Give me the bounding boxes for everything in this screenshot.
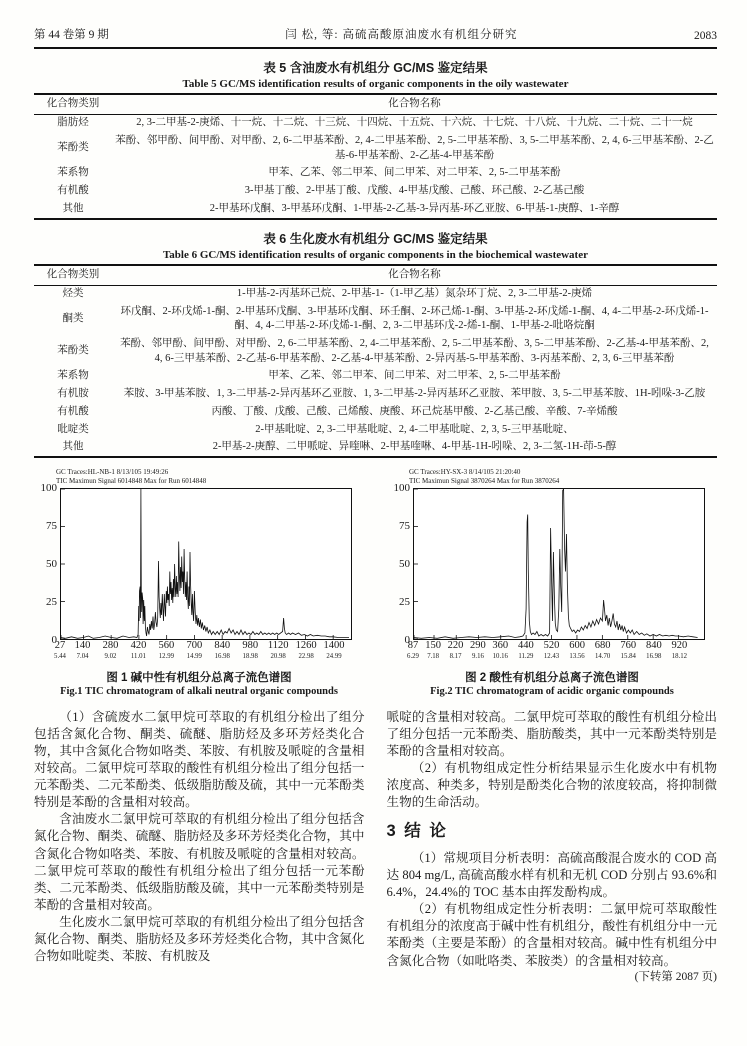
row-category: 烃类 [62, 288, 84, 299]
row-compounds: 2, 3-二甲基-2-庚烯、十一烷、十二烷、十三烷、十四烷、十五烷、十六烷、十七烷、十八烷、十九烷、二十烷、二十一烷 [136, 117, 693, 129]
paragraph: （1）常规项目分析表明：高硫高酸混合废水的 COD 高达 804 mg/L, 高硫高酸水样有机和无机 COD 分别占 93.6%和 6.4%，24.4%的 TOC 基本由挥发酚构成。 [386, 850, 717, 899]
table6-col-compounds: 化合物名称 [112, 265, 717, 285]
row-compounds: 2-甲基环戊酮、3-甲基环戊酮、1-甲基-2-乙基-3-异丙基-环乙亚胺、6-甲基-1-庚醇、1-辛醇 [209, 202, 620, 214]
row-category: 脂肪烃 [57, 117, 89, 129]
table6-title-en: Table 6 GC/MS identification results of organic components in the biochemical wastewater [162, 248, 588, 261]
row-category: 其他 [62, 441, 84, 453]
table6-header-row [34, 265, 717, 285]
row-compounds: 环戊酮、2-环戊烯-1-酮、2-甲基环戊酮、3-甲基环戊酮、环壬酮、2-环己烯-1-酮、3-甲基-2-环戊烯-1-酮、4, 4-二甲基-2-环戊烯-1-酮、4, 4-二甲基-2-环戊烯-1-酮、2, 3-二甲基环戊-2-烯-1-酮、1-甲基-2-吡咯烷酮 [120, 305, 709, 332]
row-compounds: 苯酚、邻甲酚、间甲酚、对甲酚、2, 6-二甲基苯酚、2, 4-二甲基苯酚、2, 5-二甲基苯酚、3, 5-二甲基苯酚、2-乙基-4-甲基苯酚、2, 4, 6-三甲基苯酚、2-乙基-6-甲基苯酚、2-乙基-4-甲基苯酚、2-异丙基-5-甲基苯酚、3-丙基苯酚、2, 3, 6-三甲基苯酚 [120, 338, 709, 364]
gc-trace-line1: GC Traces:HL-NB-1 8/13/105 19:49:26 [56, 468, 169, 477]
table6-title-cn: 表 6 生化废水有机组分 GC/MS 鉴定结果 [263, 231, 488, 246]
table-row [34, 182, 717, 200]
table-row [34, 114, 717, 132]
row-category: 苯系物 [57, 370, 89, 382]
row-compounds: 甲苯、乙苯、邻二甲苯、间二甲苯、对二甲苯、2, 5-二甲基苯酚 [268, 167, 561, 179]
figure1-chart [34, 468, 364, 696]
gc-trace-line2: TIC Maximun Signal 6014848 Max for Run 6014848 [56, 477, 207, 486]
table5-title-en: Table 5 GC/MS identification results of organic components in the oily wastewater [182, 78, 569, 90]
gc-trace-line2: TIC Maximun Signal 3870264 Max for Run 3870264 [409, 477, 560, 486]
row-category: 有机胺 [57, 388, 89, 400]
figure1-caption-en: Fig.1 TIC chromatogram of alkali neutral organic compounds [60, 685, 338, 697]
figure2-trace-header [409, 468, 717, 486]
paragraph [386, 901, 718, 983]
page-number: 2083 [693, 30, 717, 42]
chromatogram-plot [60, 488, 352, 640]
page-header [34, 26, 717, 49]
paragraph-text: （2）有机物组成定性分析表明：二氯甲烷可萃取酸性有机组分的浓度高于碱中性有机组分，酸性有机组分中一元苯酚类（主要是苯酚）的含量相对较高。碱中性有机组分中含氮化合物（如吡咯类、苯胺类）的含量相对较高。 [386, 902, 717, 968]
section-heading-conclusion: 3 结 论 [386, 822, 448, 841]
table6-col-category: 化合物类别 [34, 265, 112, 285]
table-row [34, 368, 717, 386]
x-axis-scan-labels: 27 140 280 420 560 700 840 980 1120 1260 1400 [54, 639, 345, 651]
paragraph: （1）含硫废水二氯甲烷可萃取的有机组分检出了组分包括含氮化合物、酮类、硫醚、脂肪烃及多环芳烃类化合物，其中含氮化合物如咯类、苯胺、有机胺及哌啶的含量相对较高。二氯甲烷可萃取的酸性有机组分检出了组分包括一元苯酚类、二元苯酚类、低级脂肪酸及硫，其中一元苯酚类特别是苯酚的含量相对较高。 [34, 709, 365, 810]
table5-header-row [34, 94, 717, 114]
table-row [34, 403, 717, 421]
table-row [34, 421, 717, 439]
table-row [34, 132, 717, 164]
table-row [34, 439, 717, 458]
paragraph: （2）有机物组成定性分析结果显示生化废水中有机物浓度高、种类多，特别是酚类化合物的浓度较高，将抑制微生物的生命活动。 [386, 760, 717, 810]
y-axis-labels: 100 75 50 25 0 [393, 481, 410, 646]
table-row [34, 303, 717, 335]
row-category: 苯酚类 [57, 345, 89, 357]
row-compounds: 苯胺、3-甲基苯胺、1, 3-二甲基-2-异丙基环乙亚胺、1, 3-二甲基-2-异丙基环乙亚胺、苯甲胺、3, 5-二甲基苯胺、1H-吲哚-3-乙胺 [123, 388, 706, 400]
row-compounds: 1-甲基-2-丙基环己烷、2-甲基-1-（1-甲乙基）氮杂环丁烷、2, 3-二甲基-2-庚烯 [236, 288, 593, 299]
y-axis-labels: 100 75 50 25 0 [40, 481, 57, 646]
row-category: 苯系物 [57, 167, 89, 179]
table5-title-cn: 表 5 含油废水有机组分 GC/MS 鉴定结果 [263, 61, 488, 75]
table-row [34, 200, 717, 219]
table-row [34, 165, 717, 183]
table5 [34, 93, 717, 220]
table-row [34, 386, 717, 404]
table-row [34, 285, 717, 303]
right-column [387, 709, 718, 986]
row-category: 有机酸 [57, 184, 89, 196]
row-compounds: 2-甲基-2-庚醇、二甲哌啶、异喹啉、2-甲基喹啉、4-甲基-1H-吲哚、2, 3-二氢-1H-茚-5-醇 [212, 441, 617, 453]
paragraph: 哌啶的含量相对较高。二氯甲烷可萃取的酸性有机组分检出了组分包括一元苯酚类、脂肪酸类，其中一元苯酚类特别是苯酚的含量相对较高。 [386, 709, 717, 758]
figure2-caption-cn: 图 2 酸性有机组分总离子流色谱图 [465, 671, 639, 684]
paragraph: 含油废水二氯甲烷可萃取的有机组分检出了组分包括含氮化合物、酮类、硫醚、脂肪烃及多环芳烃类化合物，其中含氮化合物如咯类、苯胺、有机胺及哌啶的含量相对较高。二氯甲烷可萃取的酸性有机组分检出了组分包括一元苯酚类、二元苯酚类、低级脂肪酸及硫，其中一元苯酚类特别是苯酚的含量相对较高。 [34, 812, 365, 912]
row-category: 酮类 [62, 313, 84, 325]
row-compounds: 苯酚、邻甲酚、间甲酚、对甲酚、2, 6-二甲基苯酚、2, 4-二甲基苯酚、2, 5-二甲基苯酚、3, 5-二甲基苯酚、2, 4, 6-三甲基苯酚、2-乙基-6-甲基苯酚、2-乙基-4-甲基苯酚 [115, 134, 714, 161]
figure2-chart [387, 468, 717, 696]
row-compounds: 2-甲基吡啶、2, 3-二甲基吡啶、2, 4-二甲基吡啶、2, 3, 5-三甲基吡啶、 [255, 423, 574, 435]
row-category: 吡啶类 [57, 423, 89, 435]
figure1-trace-header [56, 468, 364, 486]
figures-row [34, 468, 717, 696]
journal-issue: 第 44 卷第 9 期 [34, 29, 109, 41]
x-axis-time-labels: 6.29 7.18 8.17 9.16 10.16 11.29 12.43 13.56 14.70 15.84 16.98 18.12 [407, 652, 688, 660]
row-category: 有机酸 [57, 405, 89, 417]
figure2-caption-en: Fig.2 TIC chromatogram of acidic organic compounds [430, 685, 674, 697]
row-compounds: 3-甲基丁酸、2-甲基丁酸、戊酸、4-甲基戊酸、己酸、环己酸、2-乙基己酸 [244, 184, 585, 196]
figure1-caption-cn: 图 1 碱中性有机组分总离子流色谱图 [106, 671, 292, 684]
gc-trace-line1: GC Traces:HY-SX-3 8/14/105 21:20:40 [409, 468, 521, 477]
row-compounds: 甲苯、乙苯、邻二甲苯、间二甲苯、对二甲苯、2, 5-二甲基苯酚 [268, 370, 561, 382]
running-title: 闫 松, 等: 高硫高酸原油废水有机组分研究 [285, 29, 518, 41]
continuation-note: (下转第 2087 页) [634, 970, 717, 983]
body-columns [34, 709, 717, 986]
table5-col-compounds: 化合物名称 [112, 94, 717, 114]
table6 [34, 264, 717, 459]
x-axis-time-labels: 5.44 7.04 9.02 11.01 12.99 14.99 16.98 18.98 20.98 22.98 24.99 [54, 652, 342, 660]
left-column [34, 709, 365, 986]
row-category: 其他 [62, 202, 84, 214]
row-compounds: 丙酸、丁酸、戊酸、己酸、己烯酸、庚酸、环己烷基甲酸、2-乙基己酸、辛酸、7-辛烯酸 [211, 405, 618, 417]
chromatogram-plot [413, 488, 705, 640]
row-category: 苯酚类 [57, 142, 89, 154]
table5-col-category: 化合物类别 [34, 94, 112, 114]
paragraph: 生化废水二氯甲烷可萃取的有机组分检出了组分包括含氮化合物、酮类、脂肪烃及多环芳烃类化合物，其中含氮化合物如吡啶类、苯胺、有机胺及 [34, 915, 365, 964]
table-row [34, 336, 717, 368]
x-axis-scan-labels: 87 150 220 290 360 440 520 600 680 760 840 920 [407, 639, 688, 651]
